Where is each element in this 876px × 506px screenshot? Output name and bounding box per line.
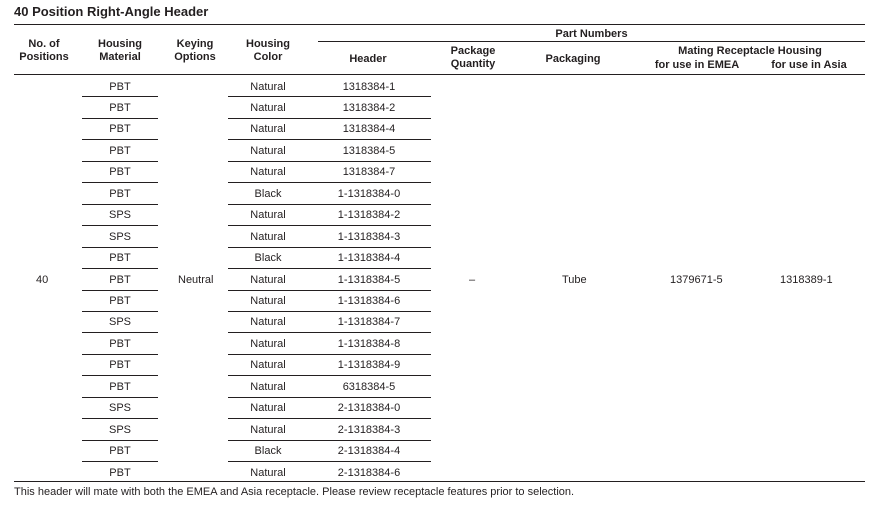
row-color: Natural: [250, 359, 286, 372]
row-divider: [228, 375, 308, 376]
row-divider: [82, 96, 158, 97]
row-divider: [82, 225, 158, 226]
table-title: 40 Position Right-Angle Header: [14, 4, 209, 19]
row-divider: [82, 139, 158, 140]
row-header-part-number: 1318384-2: [342, 101, 396, 114]
row-divider: [228, 332, 308, 333]
header-material: [85, 38, 155, 64]
row-divider: [82, 118, 158, 119]
row-header-part-number: 1-1318384-2: [337, 209, 401, 222]
row-color: Black: [254, 445, 282, 458]
row-color: Natural: [250, 423, 286, 436]
header-package-quantity-line2: Quantity: [450, 58, 496, 70]
header-mating: Mating Receptacle Housing: [678, 45, 822, 57]
row-header-part-number: 6318384-5: [342, 380, 396, 393]
row-divider: [228, 418, 308, 419]
row-header-part-number: 1-1318384-6: [337, 295, 401, 307]
row-divider: [308, 204, 431, 205]
row-divider: [82, 204, 158, 205]
row-header-part-number: 1318384-5: [342, 144, 396, 157]
row-color: Black: [254, 252, 282, 265]
row-header-part-number: 2-1318384-0: [337, 402, 401, 415]
row-divider: [82, 397, 158, 398]
row-color: Natural: [250, 466, 286, 479]
positions-value: 40: [36, 274, 49, 286]
row-header-part-number: 2-1318384-6: [337, 466, 401, 479]
row-divider: [228, 354, 308, 355]
row-divider: [82, 418, 158, 419]
row-material: PBT: [109, 80, 131, 93]
row-material: PBT: [109, 466, 131, 479]
row-divider: [82, 268, 158, 269]
row-header-part-number: 1-1318384-7: [337, 316, 401, 329]
row-divider: [228, 247, 308, 248]
row-color: Natural: [250, 101, 286, 114]
row-material: PBT: [109, 123, 131, 136]
row-material: PBT: [109, 337, 131, 350]
row-divider: [228, 161, 308, 162]
asia-part-number: 1318389-1: [780, 274, 833, 286]
row-color: Natural: [250, 316, 286, 329]
row-divider: [228, 290, 308, 291]
row-material: PBT: [109, 252, 131, 265]
header-package-quantity: [433, 45, 513, 71]
row-color: Natural: [250, 123, 286, 136]
row-header-part-number: 1-1318384-8: [337, 337, 401, 350]
row-divider: [308, 161, 431, 162]
row-divider: [82, 332, 158, 333]
row-divider: [228, 311, 308, 312]
row-divider: [82, 311, 158, 312]
row-divider: [82, 290, 158, 291]
row-divider: [308, 375, 431, 376]
row-divider: [228, 461, 308, 462]
row-header-part-number: 1318384-1: [342, 80, 396, 93]
row-color: Natural: [250, 380, 286, 393]
row-divider: [82, 375, 158, 376]
header-part-numbers: Part Numbers: [555, 28, 628, 40]
row-divider: [308, 225, 431, 226]
row-divider: [308, 247, 431, 248]
row-divider: [308, 182, 431, 183]
row-divider: [228, 118, 308, 119]
row-header-part-number: 1-1318384-9: [337, 359, 401, 372]
part-numbers-rule: [318, 41, 865, 42]
row-material: PBT: [109, 187, 131, 200]
row-color: Natural: [250, 80, 286, 93]
row-header-part-number: 1-1318384-4: [337, 252, 401, 265]
row-divider: [228, 440, 308, 441]
emea-part-number: 1379671-5: [670, 274, 723, 286]
header-emea: for use in EMEA: [654, 59, 740, 71]
row-header-part-number: 1-1318384-3: [337, 230, 401, 243]
header-keying-line2: Options: [174, 51, 216, 63]
header-bottom-rule: [14, 74, 865, 75]
row-divider: [228, 182, 308, 183]
row-divider: [82, 354, 158, 355]
row-header-part-number: 1-1318384-0: [337, 187, 401, 200]
row-divider: [308, 440, 431, 441]
row-color: Natural: [250, 295, 286, 307]
row-color: Natural: [250, 402, 286, 415]
header-color-line1: Housing: [246, 38, 290, 50]
row-divider: [82, 182, 158, 183]
row-divider: [308, 96, 431, 97]
row-color: Natural: [250, 209, 286, 222]
row-divider: [308, 139, 431, 140]
row-divider: [228, 268, 308, 269]
row-color: Natural: [250, 337, 286, 350]
row-material: SPS: [108, 230, 131, 243]
header-positions-line2: Positions: [19, 51, 69, 63]
row-material: SPS: [108, 423, 131, 436]
row-color: Black: [254, 187, 282, 200]
row-header-part-number: 2-1318384-4: [337, 445, 401, 458]
top-rule: [14, 24, 865, 25]
header-material-line1: Housing: [98, 38, 142, 50]
row-material: SPS: [108, 316, 131, 329]
row-color: Natural: [250, 166, 286, 179]
row-color: Natural: [250, 230, 286, 243]
row-material: PBT: [109, 101, 131, 114]
row-material: SPS: [108, 402, 131, 415]
row-divider: [308, 290, 431, 291]
row-divider: [82, 247, 158, 248]
row-divider: [308, 311, 431, 312]
row-material: PBT: [109, 445, 131, 458]
row-header-part-number: 1-1318384-5: [337, 273, 401, 286]
header-color-line2: Color: [253, 51, 283, 63]
row-divider: [308, 354, 431, 355]
row-divider: [228, 204, 308, 205]
header-packaging: Packaging: [545, 53, 601, 65]
header-material-line2: Material: [99, 51, 141, 63]
row-divider: [308, 418, 431, 419]
header-asia: for use in Asia: [771, 59, 847, 71]
row-color: Natural: [250, 144, 286, 157]
row-material: PBT: [109, 144, 131, 157]
header-color: [233, 38, 303, 64]
header-package-quantity-line1: Package: [450, 45, 496, 57]
header-positions-line1: No. of: [28, 38, 60, 50]
row-material: SPS: [108, 209, 131, 222]
header-keying: [160, 38, 230, 64]
row-divider: [308, 332, 431, 333]
row-material: PBT: [109, 295, 131, 307]
row-header-part-number: 1318384-7: [342, 166, 396, 179]
row-header-part-number: 1318384-4: [342, 123, 396, 136]
row-divider: [308, 397, 431, 398]
footnote: This header will mate with both the EMEA and Asia receptacle. Please review receptacle features prior to selection.: [14, 486, 575, 498]
row-divider: [82, 461, 158, 462]
header-keying-line1: Keying: [176, 38, 214, 50]
row-material: PBT: [109, 380, 131, 393]
row-divider: [308, 268, 431, 269]
row-divider: [228, 96, 308, 97]
row-divider: [308, 461, 431, 462]
keying-value: Neutral: [178, 274, 214, 286]
row-material: PBT: [109, 166, 131, 179]
bottom-rule: [14, 481, 865, 482]
row-color: Natural: [250, 273, 286, 286]
package-quantity-value: –: [469, 274, 476, 286]
header-positions: [10, 38, 78, 64]
row-material: PBT: [109, 273, 131, 286]
row-divider: [82, 440, 158, 441]
row-divider: [228, 139, 308, 140]
header-header: Header: [349, 53, 387, 65]
row-divider: [228, 397, 308, 398]
packaging-value: Tube: [562, 274, 587, 286]
row-divider: [82, 161, 158, 162]
row-header-part-number: 2-1318384-3: [337, 423, 401, 436]
row-divider: [228, 225, 308, 226]
row-divider: [308, 118, 431, 119]
row-material: PBT: [109, 359, 131, 372]
